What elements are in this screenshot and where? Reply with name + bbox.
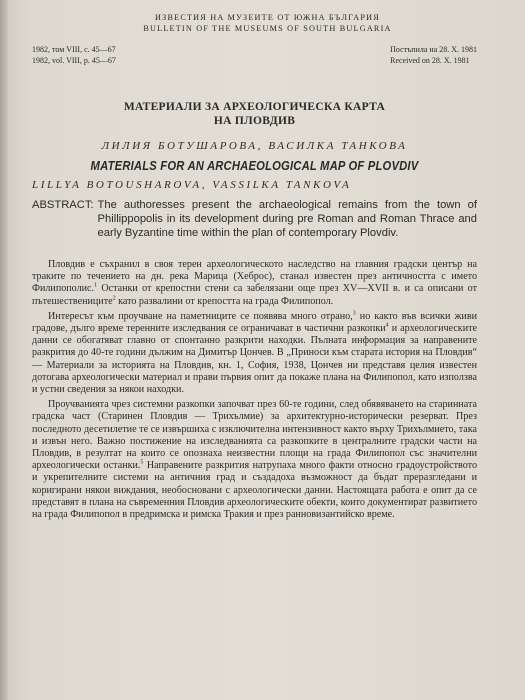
received-en: Received on 28. X. 1981 xyxy=(390,56,470,65)
book-spine-shadow xyxy=(0,0,8,700)
received-info xyxy=(390,44,477,66)
title-bg-line1: МАТЕРИАЛИ ЗА АРХЕОЛОГИЧЕСКА КАРТА xyxy=(123,101,386,113)
footnote-ref: 1 xyxy=(94,283,98,290)
p2-text-c: и археологическите данни се обогатяват главно от спонтанно разкрити находки. Пълната информация за направените разкрития до 40-те години дължим на Димитър Цончев. В „Приноси към старата история на Пловдив“ — Материали за историята на Пловдив, кн. 1, София, 1938, Цончев ни представя целия известен дотогава археологически материал и прави първия опит да покаже плана на Филипопол, като използва и устни сведения за някои находки. xyxy=(32,323,477,396)
abstract-text: The authoresses present the archaeological remains from the town of Phillippopolis in its development during pre Roman and Roman Thrace and early Byzantine time within the plan of contemporary Plovdiv. xyxy=(97,199,477,239)
journal-name-bg: ИЗВЕСТИЯ НА МУЗЕИТЕ ОТ ЮЖНА БЪЛГАРИЯ xyxy=(155,13,380,22)
title-bg-line2: НА ПЛОВДИВ xyxy=(213,115,296,127)
paragraph-2 xyxy=(32,311,477,396)
p1-text-c: като развалини от крепостта на града Филипопол. xyxy=(115,295,334,307)
p1-text-b: Останки от крепостни стени са забелязани още през XV—XVII в. и са описани от пътешествениците xyxy=(32,283,477,307)
p2-text-b: но както във всички живи градове, дълго време теренните изследвания се ограничават в частични разкопки xyxy=(32,310,477,335)
footnote-ref: 3 xyxy=(352,310,356,317)
footnote-ref: 4 xyxy=(385,322,389,329)
volume-en: 1982, vol. VIII, p. 45—67 xyxy=(32,56,116,65)
publication-meta xyxy=(32,44,477,66)
paragraph-1 xyxy=(32,259,477,308)
footnote-ref: 2 xyxy=(112,295,116,302)
received-bg: Постъпила на 28. X. 1981 xyxy=(390,45,477,54)
article-title-bg xyxy=(32,100,477,128)
authors-bg: ЛИЛИЯ БОТУШАРОВА, ВАСИЛКА ТАНКОВА xyxy=(101,140,408,152)
paragraph-3 xyxy=(32,399,477,521)
article-body xyxy=(32,259,477,521)
volume-bg: 1982, том VIII, с. 45—67 xyxy=(32,45,116,54)
footnote-ref: 5 xyxy=(140,459,144,466)
journal-header xyxy=(58,12,477,34)
journal-name-en: BULLETIN OF THE MUSEUMS OF SOUTH BULGARIA xyxy=(143,24,392,33)
p1-text-a: Пловдив е съхранил в своя терен археологическото наследство на главния градски център на траките по течението на дн. река Марица (Хеброс), станал известен през античността с името Филипополис. xyxy=(32,259,477,295)
p3-text-a: Проучванията чрез системни разкопки започват през 60-те години, след обявяването на старинната градска част (Старинен Пловдив — Трихълмие) за архитектурно-исторически резерват. През последното десетилетие те се извършиха с изключителна интензивност както върху Трихълмието, така и извън него. Важно постижение на изследванията са разкопките в централните градски части на Пловдив, в резултат на които се опознаха неизвестни площи на града Филипопол със значителни археологически останки. xyxy=(32,399,477,472)
p3-text-b: Направените разкрития натрупаха много факти относно градоустройството и укрепителните системи на античния град и създадоха възможност да бъдат преразгледани и коригирани някои виждания, необосновани с археологически данни. Настоящата работа е опит да се представят в плана на съвременния Пловдив археологическите обекти, които документират развитието на града Филипопол в предримска и римска Тракия и през ранновизантийско време. xyxy=(32,460,477,521)
volume-info xyxy=(32,44,116,66)
abstract xyxy=(32,198,477,240)
article-title-en: MATERIALS FOR AN ARCHAEOLOGICAL MAP OF PLOVDIV xyxy=(90,159,419,173)
p2-text-a: Интересът към проучване на паметниците се появява много отрано, xyxy=(48,310,353,322)
authors-en: LILLYA BOTOUSHAROVA, VASSILKA TANKOVA xyxy=(32,179,352,191)
abstract-label: ABSTRACT: xyxy=(32,199,94,211)
